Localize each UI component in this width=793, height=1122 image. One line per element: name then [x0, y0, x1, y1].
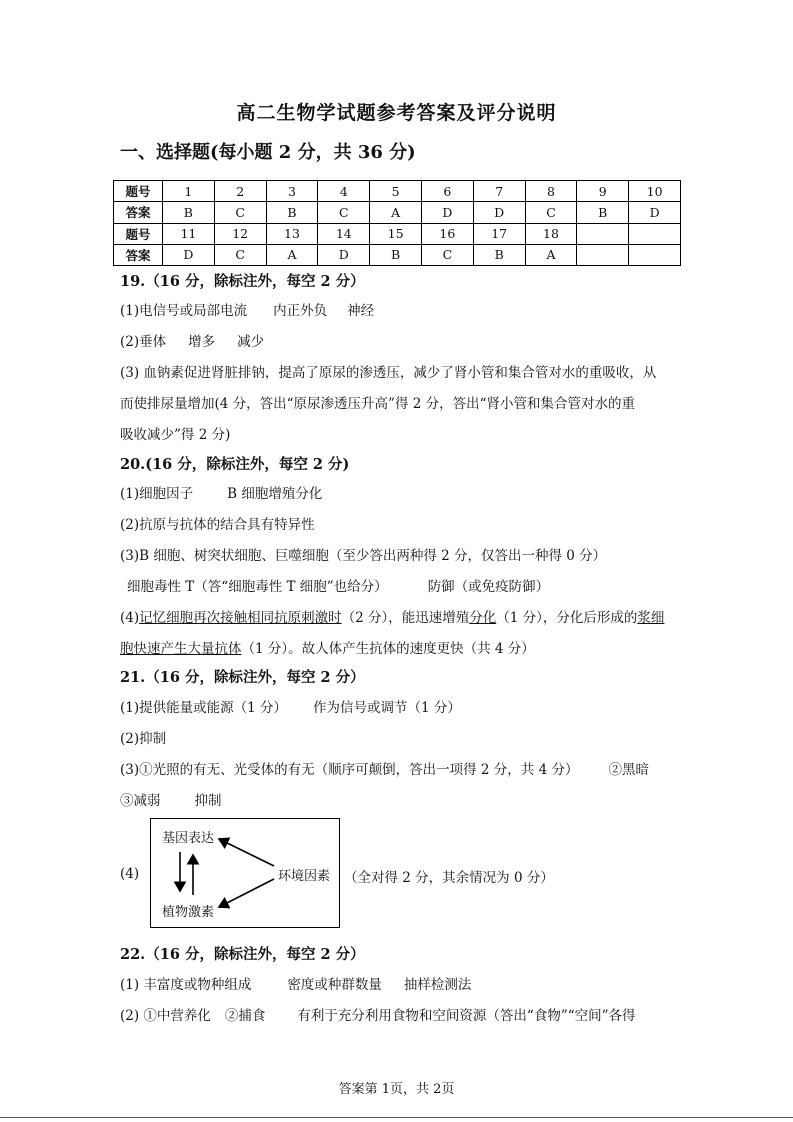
table-cell: 15	[370, 223, 422, 244]
table-cell: B	[577, 202, 629, 223]
q20-part1: (1)细胞因子 B 细胞增殖分化	[120, 486, 323, 502]
table-cell	[629, 244, 681, 265]
table-cell: C	[421, 244, 473, 265]
q20-part3-line1: (3)B 细胞、树突状细胞、巨噬细胞（至少答出两种得 2 分，仅答出一种得 0 分）	[120, 548, 607, 564]
table-row-header: 答案	[114, 244, 163, 265]
table-cell: 8	[525, 181, 577, 202]
table-cell: 6	[421, 181, 473, 202]
table-cell: 1	[163, 181, 215, 202]
table-row-header: 题号	[114, 181, 163, 202]
table-cell: 13	[266, 223, 318, 244]
table-cell: C	[318, 202, 370, 223]
q21-part3-line2: ③减弱 抑制	[120, 793, 222, 809]
table-cell: B	[473, 244, 525, 265]
table-cell: 18	[525, 223, 577, 244]
table-cell: B	[266, 202, 318, 223]
table-row-header: 题号	[114, 223, 163, 244]
table-cell: 7	[473, 181, 525, 202]
q19-part1: (1)电信号或局部电流 内正外负 神经	[120, 303, 375, 319]
q21-part4-note: （全对得 2 分，其余情况为 0 分）	[344, 870, 554, 886]
table-cell: C	[214, 244, 266, 265]
q19-part3-line2: 而使排尿量增加(4 分，答出“原尿渗透压升高”得 2 分，答出“肾小管和集合管对水的重	[120, 396, 636, 412]
table-cell: 12	[214, 223, 266, 244]
table-cell: D	[473, 202, 525, 223]
table-cell: 4	[318, 181, 370, 202]
diagram-gene-expression: 基因表达	[162, 831, 215, 846]
regulation-diagram	[150, 818, 340, 928]
q19-part3-line1: (3) 血钠素促进肾脏排钠，提高了原尿的渗透压，减少了肾小管和集合管对水的重吸收，从	[120, 365, 657, 381]
table-row-header: 答案	[114, 202, 163, 223]
table-row	[114, 223, 681, 244]
table-cell: 17	[473, 223, 525, 244]
table-row	[114, 181, 681, 202]
table-cell	[577, 223, 629, 244]
table-cell: C	[525, 202, 577, 223]
q19-heading: 19.（16 分，除标注外，每空 2 分）	[120, 273, 365, 290]
answer-table	[113, 180, 681, 266]
table-cell: 9	[577, 181, 629, 202]
q20-heading: 20.(16 分，除标注外，每空 2 分)	[120, 456, 350, 473]
q22-part1: (1) 丰富度或物种组成 密度或种群数量 抽样检测法	[120, 977, 472, 993]
page-title: 高二生物学试题参考答案及评分说明	[236, 102, 557, 124]
table-cell	[577, 244, 629, 265]
q20-part2: (2)抗原与抗体的结合具有特异性	[120, 517, 315, 533]
table-cell: A	[525, 244, 577, 265]
q21-part3-line1: (3)①光照的有无、光受体的有无（顺序可颠倒，答出一项得 2 分，共 4 分） ②黑暗	[120, 762, 649, 778]
table-row	[114, 202, 681, 223]
table-cell: 5	[370, 181, 422, 202]
table-cell: B	[163, 202, 215, 223]
table-cell: 16	[421, 223, 473, 244]
q22-part2: (2) ①中营养化 ②捕食 有利于充分利用食物和空间资源（答出“食物”“空间”各得	[120, 1008, 636, 1024]
q22-heading: 22.（16 分，除标注外，每空 2 分）	[120, 946, 365, 963]
q19-part3-line3: 吸收减少”得 2 分)	[120, 427, 231, 443]
table-cell: D	[629, 202, 681, 223]
q21-part4-label: (4)	[120, 866, 140, 882]
section-heading-choice: 一、选择题(每小题 2 分，共 36 分)	[120, 142, 416, 163]
table-cell: 3	[266, 181, 318, 202]
page-footer: 答案第 1页，共 2页	[338, 1082, 455, 1097]
bottom-rule	[0, 1117, 793, 1118]
q20-part4-line2: 胞快速产生大量抗体（1 分）。故人体产生抗体的速度更快（共 4 分）	[120, 641, 535, 657]
table-cell: 14	[318, 223, 370, 244]
table-cell	[629, 223, 681, 244]
q20-part3-line2: 细胞毒性 T（答“细胞毒性 T 细胞”也给分） 防御（或免疫防御）	[127, 579, 550, 595]
q21-part1: (1)提供能量或能源（1 分） 作为信号或调节（1 分）	[120, 700, 461, 716]
table-cell: D	[318, 244, 370, 265]
diagram-plant-hormone: 植物激素	[162, 905, 215, 920]
diagram-arrows	[151, 819, 339, 927]
table-cell: 2	[214, 181, 266, 202]
table-cell: A	[370, 202, 422, 223]
q21-part2: (2)抑制	[120, 731, 167, 747]
q19-part2: (2)垂体 增多 减少	[120, 334, 265, 350]
q20-part4-line1: (4)记忆细胞再次接触相同抗原刺激时（2 分），能迅速增殖分化（1 分），分化后形成的浆细	[120, 610, 665, 626]
table-cell: A	[266, 244, 318, 265]
arrow-env-to-gene	[219, 839, 274, 866]
table-cell: D	[163, 244, 215, 265]
table-cell: D	[421, 202, 473, 223]
table-row	[114, 244, 681, 265]
arrow-env-to-hormone	[219, 879, 274, 907]
table-cell: B	[370, 244, 422, 265]
table-cell: C	[214, 202, 266, 223]
diagram-environment: 环境因素	[278, 869, 331, 884]
table-cell: 10	[629, 181, 681, 202]
q21-heading: 21.（16 分，除标注外，每空 2 分）	[120, 669, 365, 686]
table-cell: 11	[163, 223, 215, 244]
